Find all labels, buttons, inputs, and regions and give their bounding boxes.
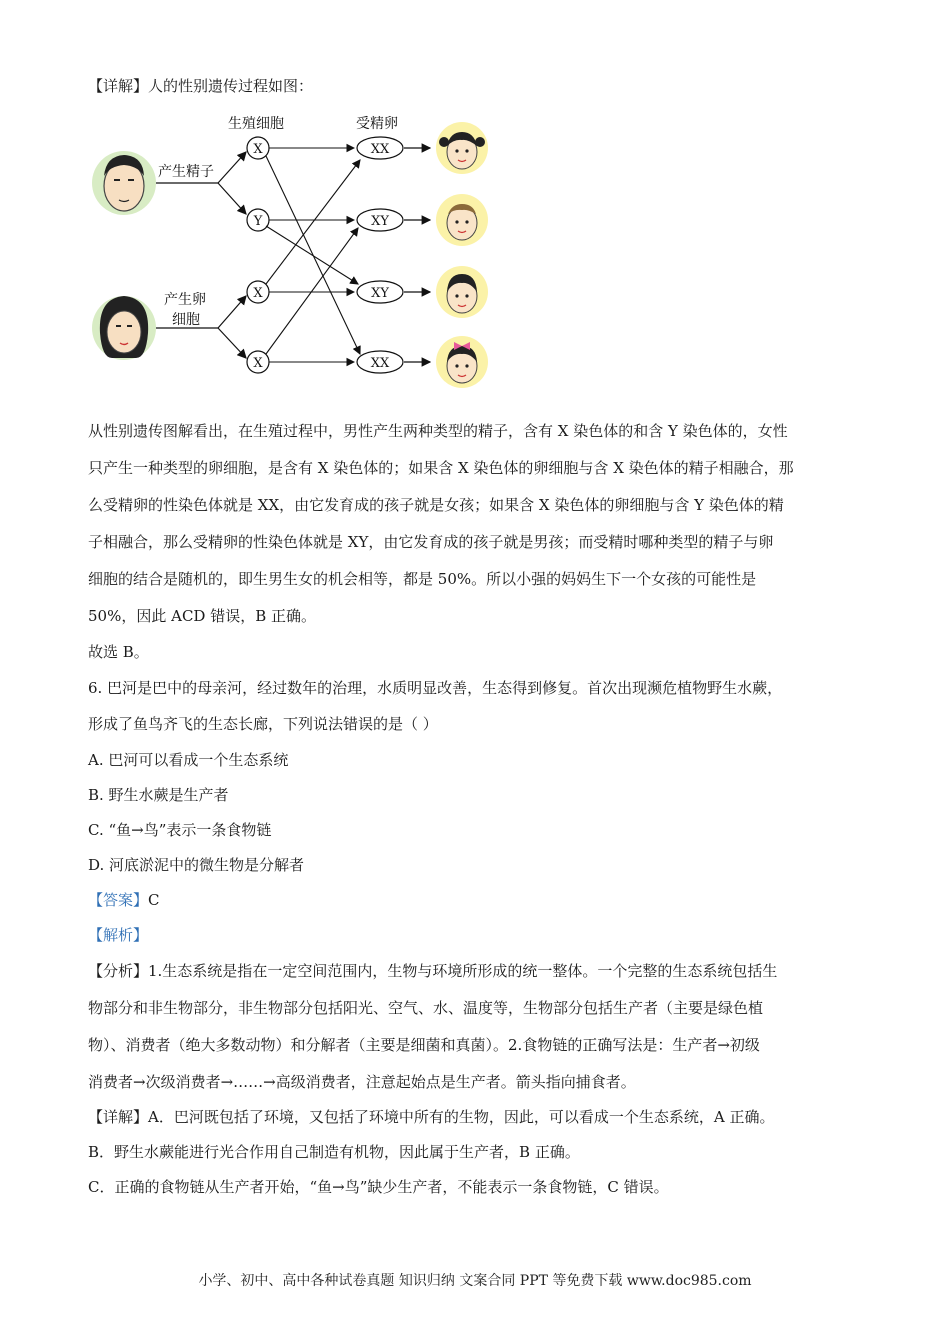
option-c: C. “鱼→鸟”表示一条食物链 bbox=[88, 821, 272, 839]
intro-text: 【详解】人的性别遗传过程如图： bbox=[88, 77, 314, 95]
male-label: 产生精子 bbox=[158, 163, 214, 179]
detail-line-a: 【详解】A．巴河既包括了环境，又包括了环境中所有的生物，因此，可以看成一个生态系统，A 正确。 bbox=[88, 1108, 775, 1126]
zygote-4-label: XX bbox=[370, 356, 390, 371]
boy-face-icon-1 bbox=[436, 194, 488, 246]
zygote-2-label: XY bbox=[371, 214, 389, 229]
page-footer: 小学、初中、高中各种试卷真题 知识归纳 文案合同 PPT 等免费下载 www.doc985.com bbox=[198, 1273, 752, 1289]
answer-value: C bbox=[148, 891, 160, 909]
boy-face-icon-2 bbox=[436, 266, 488, 318]
girl-face-icon bbox=[436, 122, 488, 174]
zygote-1-label: XX bbox=[370, 142, 390, 157]
mother-face-icon bbox=[92, 296, 156, 360]
egg-x-label-2: X bbox=[253, 356, 263, 371]
conclusion-text: 故选 B。 bbox=[88, 643, 149, 661]
explanation-line-2: 只产生一种类型的卵细胞，是含有 X 染色体的；如果含 X 染色体的卵细胞与含 X 染色体的精子相融合，那 bbox=[88, 459, 794, 477]
sperm-y-label: Y bbox=[253, 214, 263, 229]
option-b: B. 野生水蕨是生产者 bbox=[88, 786, 229, 804]
sex-inheritance-diagram bbox=[88, 108, 508, 398]
egg-x-label-1: X bbox=[253, 286, 263, 301]
option-d: D. 河底淤泥中的微生物是分解者 bbox=[88, 856, 305, 874]
explanation-line-3: 么受精卵的性染色体就是 XX，由它发育成的孩子就是女孩；如果含 X 染色体的卵细胞与含 Y 染色体的精 bbox=[88, 496, 784, 514]
answer-label: 【答案】 bbox=[88, 891, 149, 909]
explanation-line-4: 子相融合，那么受精卵的性染色体就是 XY，由它发育成的孩子就是男孩；而受精时哪种类型的精子与卵 bbox=[88, 533, 774, 551]
detail-line-b: B．野生水蕨能进行光合作用自己制造有机物，因此属于生产者，B 正确。 bbox=[88, 1143, 580, 1161]
question-stem-line-1: 6. 巴河是巴中的母亲河，经过数年的治理，水质明显改善，生态得到修复。首次出现濒危植物野生水蕨， bbox=[88, 679, 783, 697]
analysis-line-2: 物部分和非生物部分，非生物部分包括阳光、空气、水、温度等，生物部分包括生产者（主要是绿色植 bbox=[88, 999, 764, 1017]
explanation-line-5: 细胞的结合是随机的，即生男生女的机会相等，都是 50%。所以小强的妈妈生下一个女孩的可能性是 bbox=[88, 570, 757, 588]
analysis-line-4: 消费者→次级消费者→……→高级消费者，注意起始点是生产者。箭头指向捕食者。 bbox=[88, 1073, 636, 1091]
zygote-3-label: XY bbox=[371, 286, 389, 301]
question-stem-line-2: 形成了鱼鸟齐飞的生态长廊，下列说法错误的是（ ） bbox=[88, 715, 438, 733]
father-face-icon bbox=[92, 151, 156, 215]
option-a: A. 巴河可以看成一个生态系统 bbox=[88, 751, 289, 769]
explanation-line-6: 50%，因此 ACD 错误，B 正确。 bbox=[88, 607, 317, 625]
analysis-label: 【解析】 bbox=[88, 926, 149, 944]
detail-line-c: C．正确的食物链从生产者开始，“鱼→鸟”缺少生产者，不能表示一条食物链，C 错误。 bbox=[88, 1178, 669, 1196]
sperm-x-label: X bbox=[253, 142, 263, 157]
analysis-line-1: 【分析】1.生态系统是指在一定空间范围内，生物与环境所形成的统一整体。一个完整的生态系统包括生 bbox=[88, 962, 778, 980]
header-zygote: 受精卵 bbox=[356, 115, 398, 131]
header-germ-cells: 生殖细胞 bbox=[228, 115, 284, 131]
female-label-1: 产生卵 bbox=[164, 291, 206, 307]
girl-bow-face-icon bbox=[436, 336, 488, 388]
explanation-line-1: 从性别遗传图解看出，在生殖过程中，男性产生两种类型的精子，含有 X 染色体的和含 Y 染色体的，女性 bbox=[88, 422, 788, 440]
female-label-2: 细胞 bbox=[172, 311, 200, 327]
analysis-line-3: 物）、消费者（绝大多数动物）和分解者（主要是细菌和真菌）。2.食物链的正确写法是：生产者→初级 bbox=[88, 1036, 760, 1054]
answer-line bbox=[88, 890, 160, 910]
